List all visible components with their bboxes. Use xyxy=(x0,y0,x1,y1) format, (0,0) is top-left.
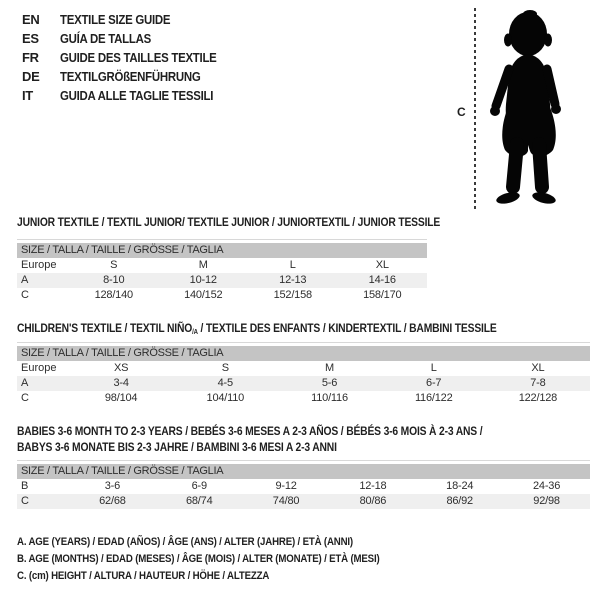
table-cell: 98/104 xyxy=(104,392,138,404)
language-code: ES xyxy=(22,31,39,46)
table-cell: L xyxy=(430,362,437,374)
table-row xyxy=(17,479,590,494)
table-cell: 110/116 xyxy=(311,392,348,404)
table-cell: XL xyxy=(375,259,389,271)
section-heading-children xyxy=(17,320,575,341)
table-cell: 86/92 xyxy=(446,495,473,507)
table-cell: 4-5 xyxy=(217,377,233,389)
table-cell: 80/86 xyxy=(359,495,387,507)
heading-text: JUNIOR TEXTILE / TEXTIL JUNIOR/ TEXTILE JUNIOR / JUNIORTEXTIL / JUNIOR TESSILE xyxy=(17,215,441,229)
table-row-label: A xyxy=(21,274,29,286)
table-cell: XL xyxy=(531,362,545,374)
table-row xyxy=(17,376,590,391)
table-cell: 6-7 xyxy=(426,377,442,389)
heading-text: BABIES 3-6 MONTH TO 2-3 YEARS / BEBÉS 3-6 MESES A 2-3 AÑOS / BÉBÉS 3-6 MOIS À 2-3 ANS / xyxy=(17,424,483,438)
table-cell: M xyxy=(198,259,208,271)
table-row-label: C xyxy=(21,289,29,301)
table-cell: S xyxy=(221,362,229,374)
table-row xyxy=(17,258,427,273)
table-cell: XS xyxy=(113,362,129,374)
section-heading-line xyxy=(17,214,440,230)
table-row-label: Europe xyxy=(21,259,57,271)
table-row xyxy=(17,288,427,303)
table-size-header: SIZE / TALLA / TAILLE / GRÖSSE / TAGLIA xyxy=(17,243,427,258)
footnote-line: A. AGE (YEARS) / EDAD (AÑOS) / ÂGE (ANS) / ALTER (JAHRE) / ETÀ (ANNI) xyxy=(17,536,353,548)
table-cell: 7-8 xyxy=(530,377,546,389)
table-cell: 140/152 xyxy=(184,289,223,301)
section-heading-line xyxy=(17,423,482,439)
table-row xyxy=(17,494,590,509)
table-top-border xyxy=(17,239,427,240)
table-cell: 104/110 xyxy=(206,392,245,404)
heading-text: BABYS 3-6 MONATE BIS 2-3 JAHRE / BAMBINI 3-6 MESI A 2-3 ANNI xyxy=(17,440,337,454)
table-cell: L xyxy=(289,259,296,271)
table-cell: 3-4 xyxy=(113,377,129,389)
table-cell: 74/80 xyxy=(272,495,300,507)
table-cell: 3-6 xyxy=(104,480,121,492)
table-row xyxy=(17,391,590,406)
table-cell: 152/158 xyxy=(273,289,312,301)
language-row xyxy=(22,29,238,48)
toddler-silhouette-image xyxy=(484,9,566,207)
language-row xyxy=(22,48,238,67)
table-cell: 18-24 xyxy=(446,480,474,492)
language-row xyxy=(22,10,238,29)
language-title: GUIDE DES TAILLES TEXTILE xyxy=(60,50,217,65)
size-table-babies xyxy=(17,460,590,509)
section-heading-babies xyxy=(17,423,558,455)
language-code: IT xyxy=(22,88,33,103)
language-title: TEXTILE SIZE GUIDE xyxy=(60,12,171,27)
language-code: EN xyxy=(22,12,40,27)
language-title: GUÍA DE TALLAS xyxy=(60,31,151,46)
heading-text: CHILDREN'S TEXTILE / TEXTIL NIÑO xyxy=(17,321,193,335)
footnote-line: C. (cm) HEIGHT / ALTURA / HAUTEUR / HÖHE / ALTEZZA xyxy=(17,570,270,582)
table-row xyxy=(17,273,427,288)
table-cell: 62/68 xyxy=(99,495,126,507)
table-row-label: Europe xyxy=(21,362,57,374)
table-cell: 24-36 xyxy=(532,480,561,492)
table-cell: 6-9 xyxy=(191,480,207,492)
language-title-list xyxy=(22,10,238,105)
footnotes xyxy=(17,534,429,585)
table-cell: M xyxy=(325,362,334,374)
table-row xyxy=(17,361,590,376)
table-row-label: B xyxy=(21,480,29,492)
height-measure-label: C xyxy=(457,105,466,119)
table-cell: S xyxy=(110,259,118,271)
table-cell: 128/140 xyxy=(94,289,133,301)
table-row-label: C xyxy=(21,495,29,507)
table-size-header: SIZE / TALLA / TAILLE / GRÖSSE / TAGLIA xyxy=(17,346,590,361)
table-cell: 14-16 xyxy=(368,274,396,286)
table-cell: 116/122 xyxy=(414,392,453,404)
table-row-label: A xyxy=(21,377,29,389)
table-row-label: C xyxy=(21,392,29,404)
table-top-border xyxy=(17,460,590,461)
table-cell: 10-12 xyxy=(189,274,217,286)
table-cell: 68/74 xyxy=(185,495,213,507)
section-heading-line xyxy=(17,320,497,341)
size-table-children xyxy=(17,342,590,406)
language-code: FR xyxy=(22,50,39,65)
language-row xyxy=(22,86,238,105)
section-heading-line xyxy=(17,439,482,455)
table-size-header: SIZE / TALLA / TAILLE / GRÖSSE / TAGLIA xyxy=(17,464,590,479)
size-table-junior xyxy=(17,239,427,303)
height-measure-dashed-line xyxy=(474,8,476,209)
table-cell: 8-10 xyxy=(103,274,125,286)
language-title: GUIDA ALLE TAGLIE TESSILI xyxy=(60,88,214,103)
table-cell: 12-18 xyxy=(359,480,387,492)
language-row xyxy=(22,67,238,86)
table-cell: 122/128 xyxy=(518,392,558,404)
table-cell: 92/98 xyxy=(533,495,560,507)
language-title: TEXTILGRÖßENFÜHRUNG xyxy=(60,69,201,84)
section-heading-junior xyxy=(17,214,509,230)
table-cell: 5-6 xyxy=(321,377,338,389)
footnote-line: B. AGE (MONTHS) / EDAD (MESES) / ÂGE (MOIS) / ALTER (MONATE) / ETÀ (MESI) xyxy=(17,553,380,565)
table-cell: 158/170 xyxy=(363,289,402,301)
table-top-border xyxy=(17,342,590,343)
heading-text: /A xyxy=(192,329,198,336)
table-cell: 9-12 xyxy=(275,480,297,492)
heading-text: / TEXTILE DES ENFANTS / KINDERTEXTIL / BAMBINI TESSILE xyxy=(197,321,497,335)
table-cell: 12-13 xyxy=(279,274,307,286)
language-code: DE xyxy=(22,69,40,84)
